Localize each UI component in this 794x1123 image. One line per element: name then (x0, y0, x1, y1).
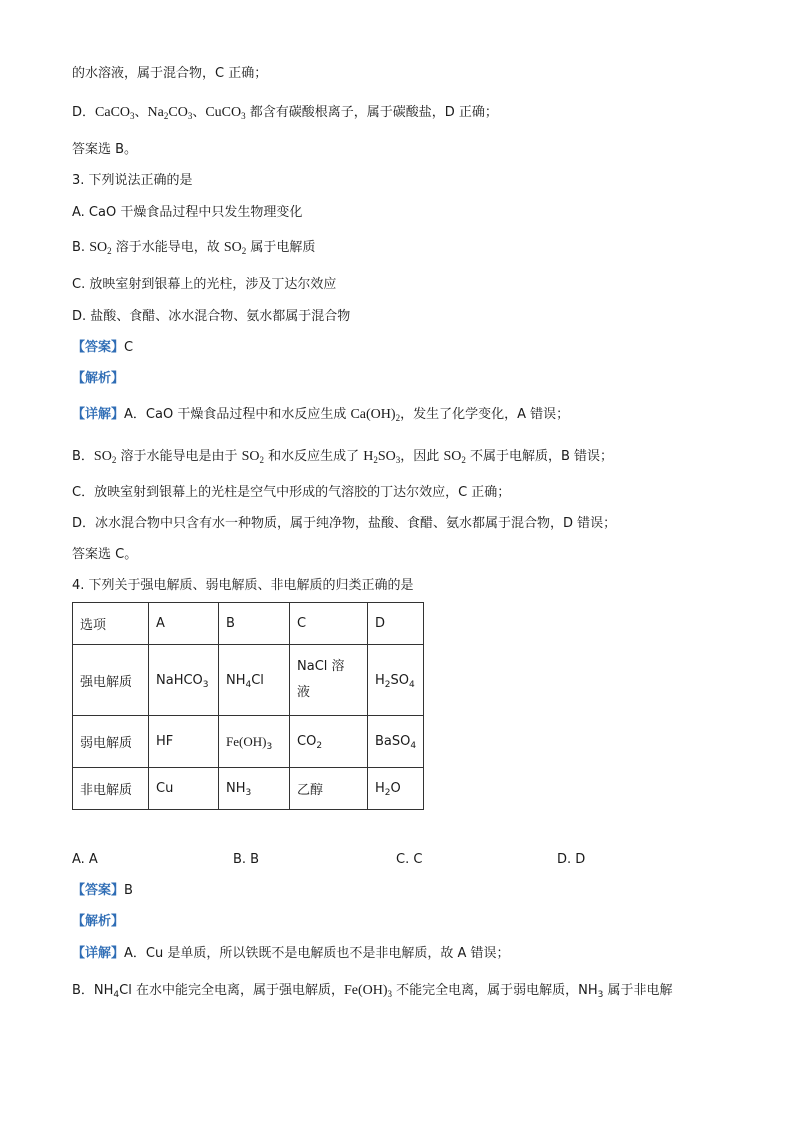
row-label: 非电解质 (73, 768, 149, 810)
formula: $Ca(OH)_2$ (350, 407, 401, 423)
answer-tag: 【答案】 (72, 883, 125, 898)
text-line: D．CaCO$_3$、$Na_2CO_3$、CuCO$_3$ 都含有碳酸根离子，属于碳酸盐，D 正确； (72, 105, 498, 121)
formula: CuCO$_3$ (205, 105, 246, 121)
question-stem: 3. 下列说法正确的是 (72, 173, 193, 188)
table-cell: BaSO$_4$ (368, 716, 424, 768)
detail-line: C．放映室射到银幕上的光柱是空气中形成的气溶胶的丁达尔效应，C 正确； (72, 485, 511, 500)
option-c: C. C (396, 852, 423, 867)
detail-line: B．$SO_2$ 溶于水能导电是由于 $SO_2$ 和水反应生成了 $H_2SO_3$，因此 $SO_2$ 不属于电解质，B 错误； (72, 449, 614, 465)
table-cell: $NH_4Cl$ (219, 645, 290, 716)
table-header-cell: A (149, 603, 219, 645)
answer-line (72, 339, 133, 357)
electrolyte-table (72, 602, 424, 810)
table-cell: NaHCO$_3$ (149, 645, 219, 716)
formula: $SO_2$ (89, 240, 112, 256)
detail-line: 【详解】A．Cu 是单质，所以铁既不是电解质也不是非电解质，故 A 错误； (72, 946, 510, 961)
table-header-cell: 选项 (73, 603, 149, 645)
table-cell: $H_2SO_4$ (368, 645, 424, 716)
option-a: A. CaO 干燥食品过程中只发生物理变化 (72, 205, 303, 220)
question-stem: 4. 下列关于强电解质、弱电解质、非电解质的归类正确的是 (72, 578, 414, 593)
analysis-tag: 【解析】 (72, 914, 125, 929)
formula: $SO_2$ (93, 449, 117, 465)
row-label: 强电解质 (73, 645, 149, 716)
analysis-tag: 【解析】 (72, 371, 125, 386)
answer-line (72, 882, 133, 900)
option-b: B. B (233, 852, 260, 867)
answer-value: B (124, 883, 133, 898)
text-line (72, 65, 267, 83)
formula: $H_2SO_3$ (363, 449, 401, 465)
table-cell: $CO_2$ (290, 716, 368, 768)
table-header-cell: D (368, 603, 424, 645)
option-a: A. A (72, 852, 98, 867)
table-header-cell: B (219, 603, 290, 645)
table-cell: Cu (149, 768, 219, 810)
text-line: 答案选 C。 (72, 547, 138, 562)
detail-line: 【详解】A．CaO 干燥食品过程中和水反应生成 $Ca(OH)_2$，发生了化学变化，A 错误； (72, 407, 570, 423)
option-b: B. $SO_2$ 溶于水能导电，故 $SO_2$ 属于电解质 (72, 240, 316, 256)
option-d: D. 盐酸、食醋、冰水混合物、氨水都属于混合物 (72, 309, 351, 324)
formula: $Na_2CO_3$ (147, 105, 193, 121)
analysis-line (72, 913, 124, 931)
detail-line: D．冰水混合物中只含有水一种物质，属于纯净物，盐酸、食醋、氨水都属于混合物，D 错误； (72, 516, 617, 531)
table-cell: 乙醇 (290, 768, 368, 810)
table-cell: $Fe(OH)_3$ (219, 716, 290, 768)
option-c: C. 放映室射到银幕上的光柱，涉及丁达尔效应 (72, 277, 337, 292)
line-text: 答案选 B。 (72, 142, 138, 157)
table-cell: $H_2O$ (368, 768, 424, 810)
formula: $SO_2$ (443, 449, 466, 465)
table-header-cell: C (290, 603, 368, 645)
formula: $SO_2$ (223, 240, 247, 256)
line-text: D． (72, 105, 96, 120)
formula: $SO_2$ (241, 449, 264, 465)
text-line (72, 141, 137, 159)
analysis-line (72, 370, 124, 388)
table-cell: HF (149, 716, 219, 768)
answer-value: C (124, 340, 134, 355)
table-row (73, 645, 424, 716)
table-row (73, 768, 424, 810)
table-row (73, 603, 424, 645)
formula: CaCO$_3$ (95, 105, 135, 121)
formula: $Fe(OH)_3$ (343, 983, 393, 999)
line-text: 的水溶液，属于混合物，C 正确； (72, 66, 268, 81)
detail-line: B．$NH_4Cl$ 在水中能完全电离，属于强电解质，$Fe(OH)_3$ 不能完全电离，属于弱电解质，$NH_3$ 属于非电解 (72, 983, 673, 1000)
answer-tag: 【答案】 (72, 340, 125, 355)
table-cell: $NH_3$ (219, 768, 290, 810)
row-label: 弱电解质 (73, 716, 149, 768)
detail-tag: 【详解】 (72, 407, 125, 422)
option-d: D. D (557, 852, 586, 867)
detail-tag: 【详解】 (72, 946, 125, 961)
table-cell: NaCl 溶 液 (290, 645, 368, 716)
table-row (73, 716, 424, 768)
